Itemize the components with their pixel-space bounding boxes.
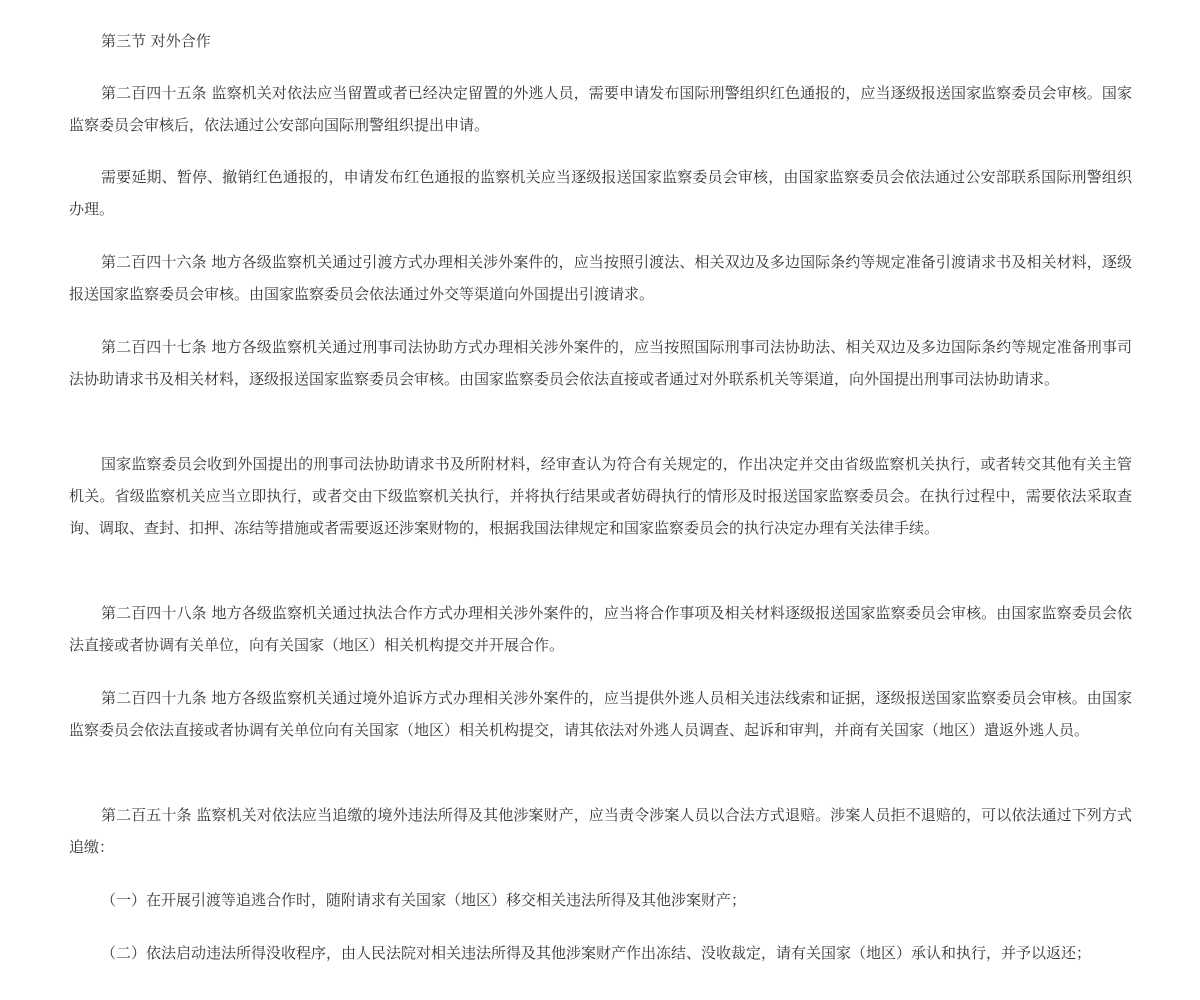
- article-245-paragraph: 第二百四十五条 监察机关对依法应当留置或者已经决定留置的外逃人员，需要申请发布国际刑警组织红色通报的，应当逐级报送国家监察委员会审核。国家监察委员会审核后，依法通过公安部向国际刑警组织提出申请。: [69, 84, 1132, 134]
- article-250-paragraph: 第二百五十条 监察机关对依法应当追缴的境外违法所得及其他涉案财产，应当责令涉案人员以合法方式退赔。涉案人员拒不退赔的，可以依法通过下列方式追缴：: [69, 806, 1132, 856]
- article-250-item-2: （二）依法启动违法所得没收程序，由人民法院对相关违法所得及其他涉案财产作出冻结、没收裁定，请有关国家（地区）承认和执行，并予以返还；: [101, 944, 1092, 962]
- article-250-item-1: （一）在开展引渡等追逃合作时，随附请求有关国家（地区）移交相关违法所得及其他涉案财产；: [101, 891, 747, 909]
- article-248-paragraph: 第二百四十八条 地方各级监察机关通过执法合作方式办理相关涉外案件的，应当将合作事项及相关材料逐级报送国家监察委员会审核。由国家监察委员会依法直接或者协调有关单位，向有关国家（地区）相关机构提交并开展合作。: [69, 604, 1132, 654]
- article-245-paragraph-2: 需要延期、暂停、撤销红色通报的，申请发布红色通报的监察机关应当逐级报送国家监察委员会审核，由国家监察委员会依法通过公安部联系国际刑警组织办理。: [69, 168, 1132, 218]
- article-247-paragraph: 第二百四十七条 地方各级监察机关通过刑事司法协助方式办理相关涉外案件的，应当按照国际刑事司法协助法、相关双边及多边国际条约等规定准备刑事司法协助请求书及相关材料，逐级报送国家监察委员会审核。由国家监察委员会依法直接或者通过对外联系机关等渠道，向外国提出刑事司法协助请求。: [69, 338, 1132, 388]
- section-title: 第三节 对外合作: [101, 32, 211, 50]
- article-249-paragraph: 第二百四十九条 地方各级监察机关通过境外追诉方式办理相关涉外案件的，应当提供外逃人员相关违法线索和证据，逐级报送国家监察委员会审核。由国家监察委员会依法直接或者协调有关单位向有关国家（地区）相关机构提交，请其依法对外逃人员调查、起诉和审判，并商有关国家（地区）遣返外逃人员。: [69, 689, 1132, 739]
- article-246-paragraph: 第二百四十六条 地方各级监察机关通过引渡方式办理相关涉外案件的，应当按照引渡法、相关双边及多边国际条约等规定准备引渡请求书及相关材料，逐级报送国家监察委员会审核。由国家监察委员会依法通过外交等渠道向外国提出引渡请求。: [69, 253, 1132, 303]
- article-247-paragraph-2: 国家监察委员会收到外国提出的刑事司法协助请求书及所附材料，经审查认为符合有关规定的，作出决定并交由省级监察机关执行，或者转交其他有关主管机关。省级监察机关应当立即执行，或者交由下级监察机关执行，并将执行结果或者妨碍执行的情形及时报送国家监察委员会。在执行过程中，需要依法采取查询、调取、查封、扣押、冻结等措施或者需要返还涉案财物的，根据我国法律规定和国家监察委员会的执行决定办理有关法律手续。: [69, 455, 1132, 537]
